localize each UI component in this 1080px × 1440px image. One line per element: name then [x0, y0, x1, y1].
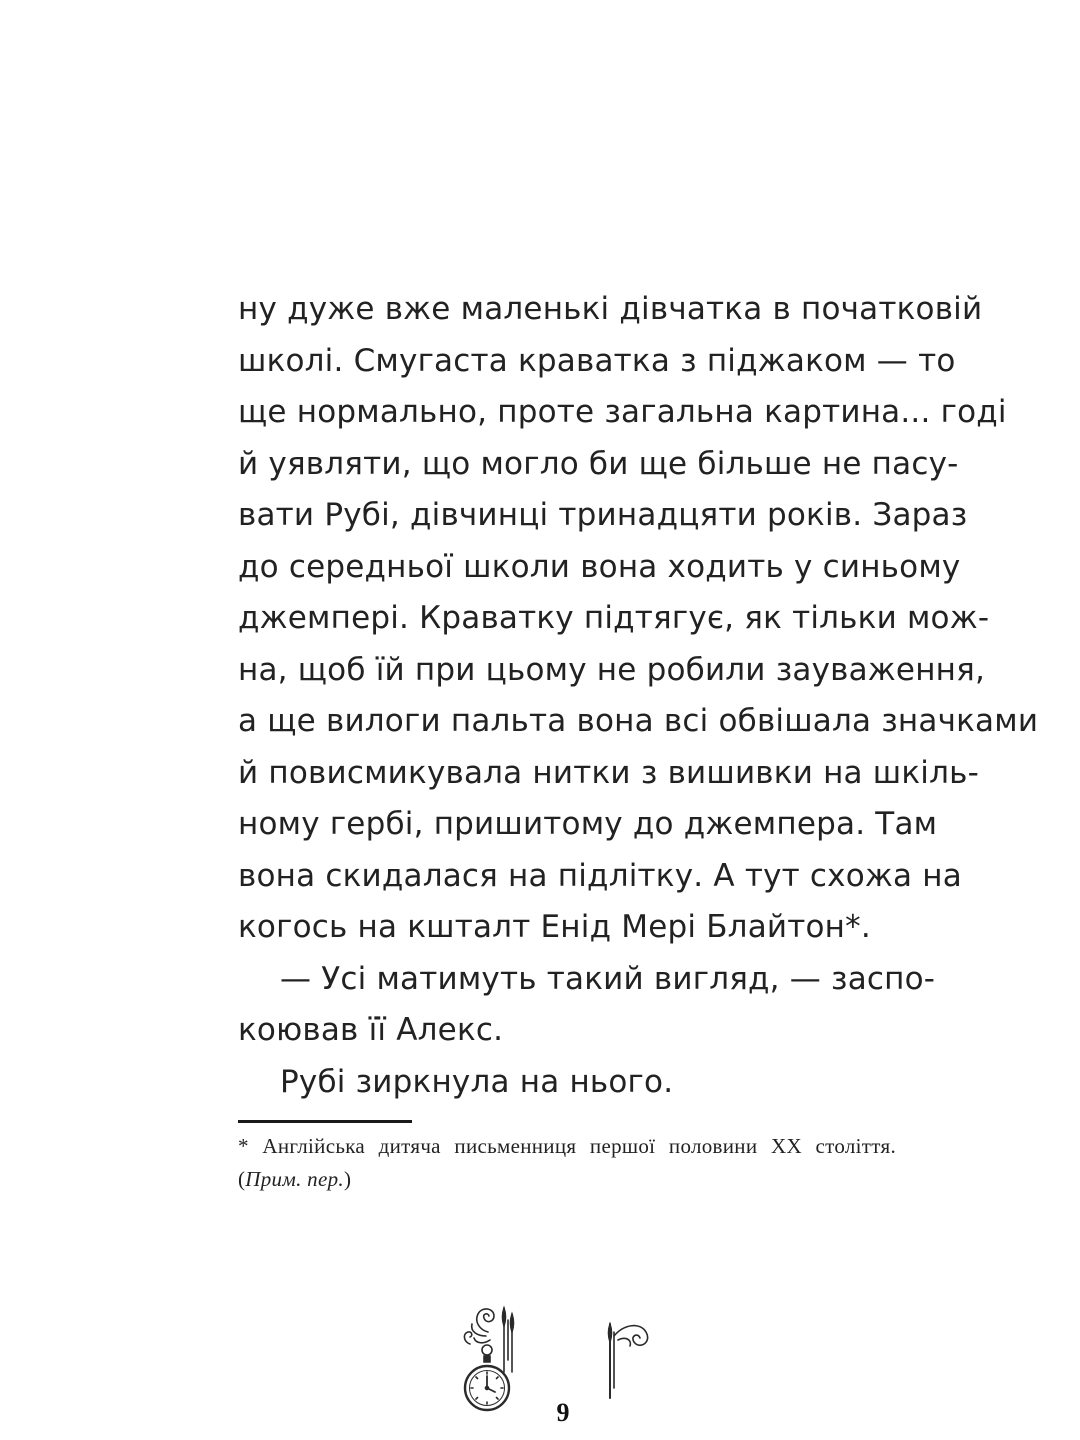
body-line: джемпері. Краватку підтягує, як тільки мож-	[238, 600, 990, 636]
footnote-divider	[238, 1120, 412, 1123]
body-line: вати Рубі, дівчинці тринадцяти років. Зараз	[238, 497, 968, 533]
footnote-translator-note: Прим. пер.	[245, 1167, 344, 1191]
body-line: до середньої школи вона ходить у синьому	[238, 548, 961, 585]
dialogue-line: — Усі матимуть такий вигляд, — заспо-	[280, 960, 936, 997]
body-line: Рубі зиркнула на нього.	[280, 1063, 674, 1100]
footnote-paren-close: )	[343, 1167, 352, 1191]
body-text	[238, 284, 1039, 1108]
footnote-line: * Англійська дитяча письменниця першої половини XX століття.	[238, 1134, 896, 1158]
body-line: вона скидалася на підлітку. А тут схожа на	[238, 857, 962, 894]
footnote-note-tag	[238, 1163, 896, 1196]
pocket-watch-scroll-icon	[460, 1300, 530, 1412]
body-line: й уявляти, що могло би ще більше не пасу-	[238, 445, 959, 482]
scroll-flourish-icon	[600, 1318, 660, 1402]
body-line: коював її Алекс.	[238, 1012, 504, 1048]
body-line: ному гербі, пришитому до джемпера. Там	[238, 806, 938, 842]
body-line: на, щоб їй при цьому не робили зауваження,	[238, 651, 986, 688]
body-line: школі. Смугаста краватка з піджаком — то	[238, 342, 956, 379]
body-line: ну дуже вже маленькі дівчатка в початковій	[238, 291, 983, 327]
body-line: а ще вилоги пальта вона всі обвішала значками	[238, 703, 1039, 739]
body-line: ще нормально, проте загальна картина... годі	[238, 394, 1007, 430]
footnote-paren-open: (	[238, 1167, 246, 1191]
body-line: й повисмикувала нитки з вишивки на шкіль-	[238, 754, 979, 791]
page-number: 9	[556, 1398, 570, 1427]
footnote	[238, 1130, 896, 1196]
body-line: когось на кшталт Енід Мері Блайтон*.	[238, 909, 871, 945]
